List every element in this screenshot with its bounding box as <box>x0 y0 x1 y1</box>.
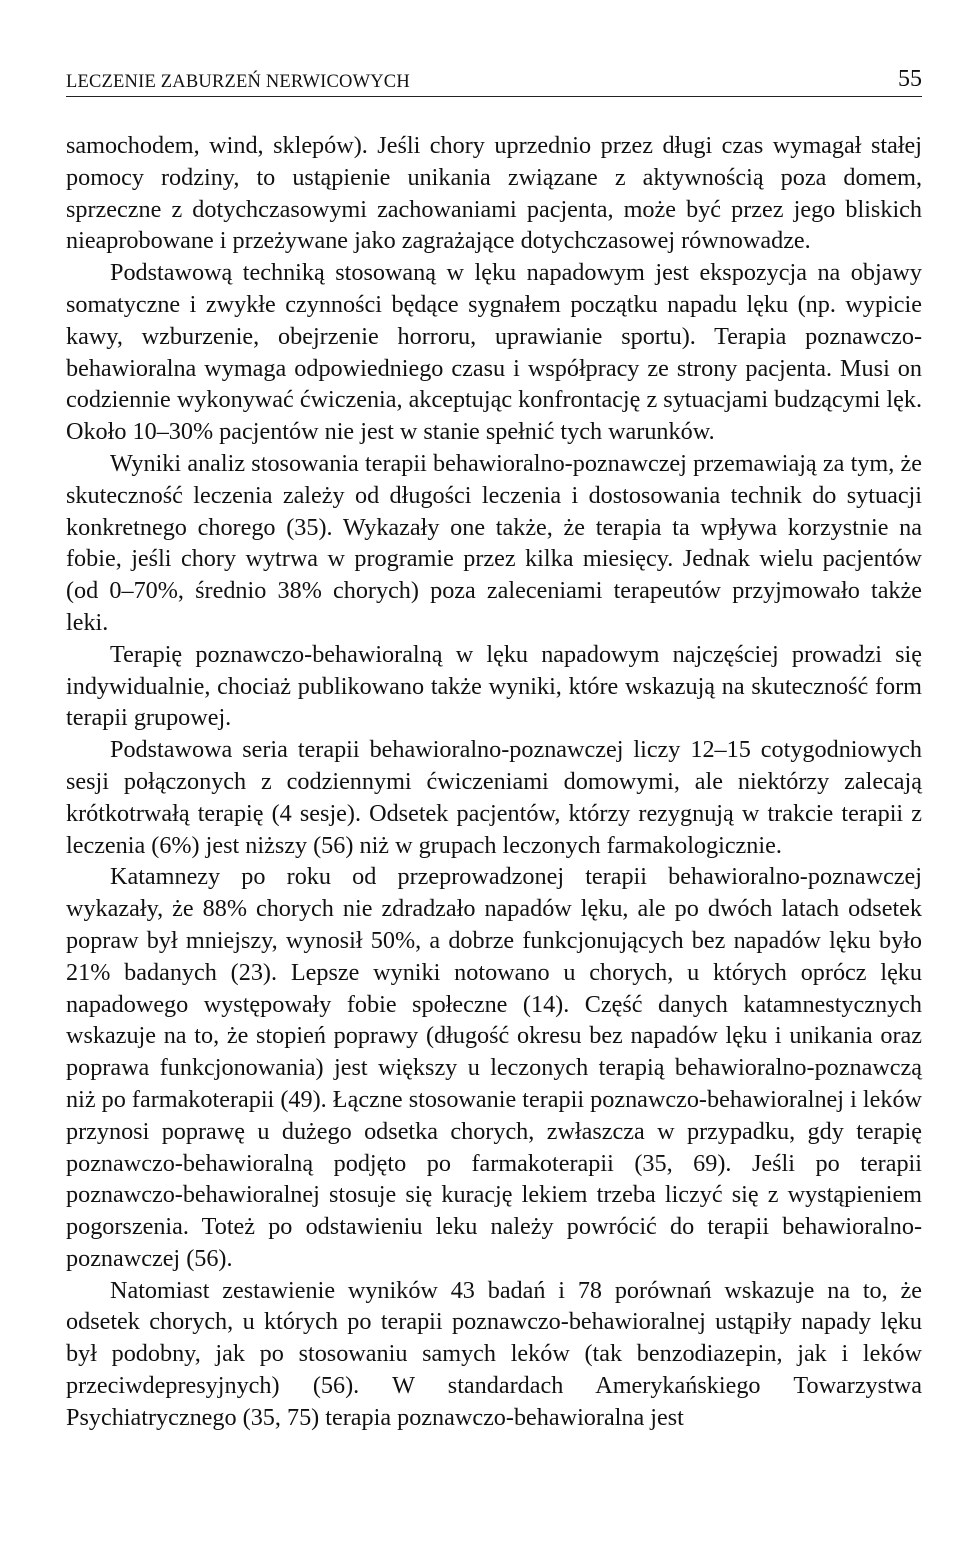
paragraph: Terapię poznawczo-behawioralną w lęku napadowym najczęściej prowadzi się indywidualnie, chociaż publikowano także wyniki, które wskazują na skuteczność form terapii grupowej. <box>66 640 922 732</box>
paragraph: Podstawowa seria terapii behawioralno-poznawczej liczy 12–15 cotygodniowych sesji połączonych z codziennymi ćwiczeniami domowymi, ale niektórzy zalecają krótkotrwałą terapię (4 sesje). Odsetek pacjentów, którzy rezygnują w trakcie terapii z leczenia (6%) jest niższy (56) niż w grupach leczonych farmakologicznie. <box>66 736 922 859</box>
paragraph: Natomiast zestawienie wyników 43 badań i 78 porównań wskazuje na to, że odsetek chorych, u których po terapii poznawczo-behawioralnej ustąpiły napady lęku był podobny, jak po stosowaniu samych leków (tak benzodiazepin, jak i leków przeciwdepresyjnych) (56). W standardach Amerykańskiego Towarzystwa Psychiatrycznego (35, 75) terapia poznawczo-behawioralna jest <box>66 1276 922 1431</box>
paragraph: Wyniki analiz stosowania terapii behawioralno-poznawczej przemawiają za tym, że skuteczność leczenia zależy od długości leczenia i dostosowania technik do sytuacji konkretnego chorego (35). Wykazały one także, że terapia ta wpływa korzystnie na fobie, jeśli chory wytrwa w programie przez kilka miesięcy. Jednak wielu pacjentów (od 0–70%, średnio 38% chorych) poza zaleceniami terapeutów przyjmowało także leki. <box>66 449 922 636</box>
paragraph: Podstawową techniką stosowaną w lęku napadowym jest ekspozycja na objawy somatyczne i zwykłe czynności będące sygnałem początku napadu lęku (np. wypicie kawy, wzburzenie, obejrzenie horroru, uprawianie sportu). Terapia poznawczo-behawioralna wymaga odpowiedniego czasu i współpracy ze strony pacjenta. Musi on codziennie wykonywać ćwiczenia, akceptując konfrontację z sytuacjami budzącymi lęk. Około 10–30% pacjentów nie jest w stanie spełnić tych warunków. <box>66 259 922 446</box>
body-text <box>66 130 922 1434</box>
running-title: LECZENIE ZABURZEŃ NERWICOWYCH <box>66 72 410 92</box>
paragraph-continuation: samochodem, wind, sklepów). Jeśli chory uprzednio przez długi czas wymagał stałej pomocy rodziny, to ustąpienie unikania związane z aktywnością poza domem, sprzeczne z dotychczasowymi zachowaniami pacjenta, może być przez jego bliskich nieaprobowane i przeżywane jako zagrażające dotychczasowej równowadze. <box>66 132 922 255</box>
paragraph: Katamnezy po roku od przeprowadzonej terapii behawioralno-poznawczej wykazały, że 88% chorych nie zdradzało napadów lęku, ale po dwóch latach odsetek popraw był mniejszy, wynosił 50%, a dobrze funkcjonujących bez napadów lęku było 21% badanych (23). Lepsze wyniki notowano u chorych, u których oprócz lęku napadowego występowały fobie społeczne (14). Część danych katamnestycznych wskazuje na to, że stopień poprawy (długość okresu bez napadów lęku i unikania oraz poprawa funkcjonowania) jest większy u leczonych terapią behawioralno-poznawczą niż po farmakoterapii (49). Łączne stosowanie terapii poznawczo-behawioralnej i leków przynosi poprawę u dużego odsetka chorych, zwłaszcza w przypadku, gdy terapię poznawczo-behawioralną podjęto po farmakoterapii (35, 69). Jeśli po terapii poznawczo-behawioralnej stosuje się kurację lekiem trzeba liczyć się z wystąpieniem pogorszenia. Toteż po odstawieniu leku należy powrócić do terapii behawioralno-poznawczej (56). <box>66 863 922 1272</box>
running-header <box>66 66 922 97</box>
page-number: 55 <box>898 66 922 92</box>
